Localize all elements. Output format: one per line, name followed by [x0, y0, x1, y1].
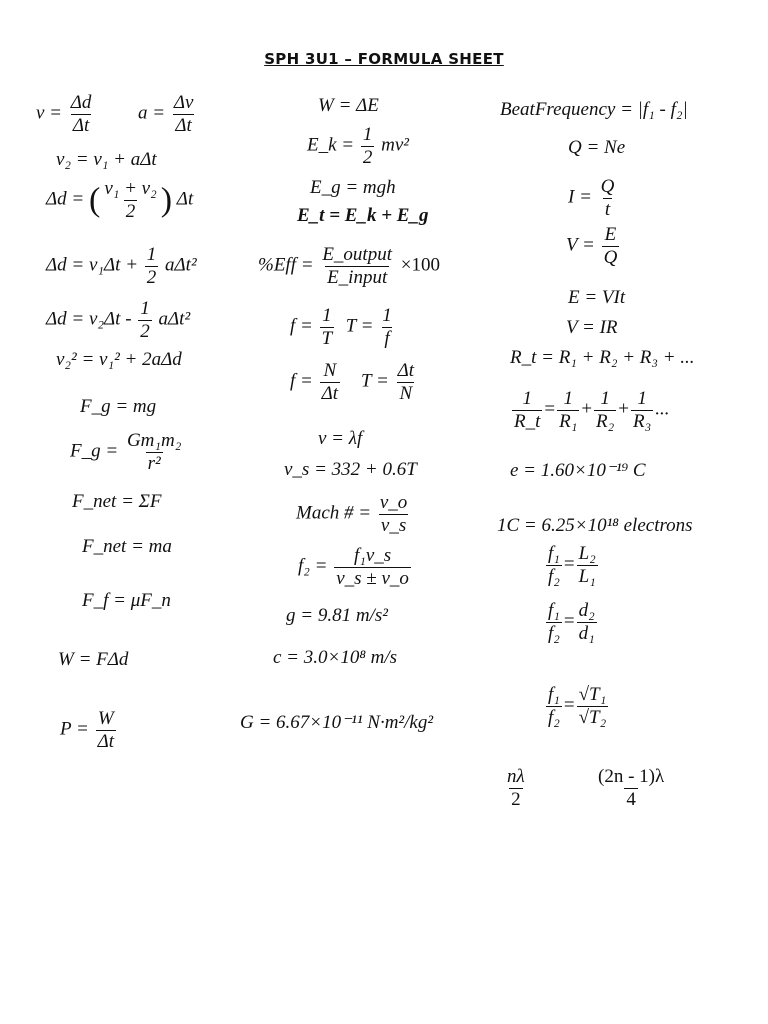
coulomb-formula: 1C = 6.25×10¹⁸ electrons: [497, 515, 693, 536]
mach-number-formula: Mach # = $\frac{v\_o}{v\_s}$: [296, 492, 408, 536]
work-formula: W = FΔd: [58, 649, 129, 670]
quarter-wavelength-formula: $\frac{(2n - 1)\lambda}{4}$: [598, 766, 665, 810]
series-resistance-formula: R_t = R₁ + R₂ + R₃ + ...: [510, 347, 695, 368]
electrical-energy-formula: E = VIt: [568, 287, 626, 308]
parallel-resistance-formula: $\frac{1}{R\_t}$ = $\frac{1}{\text{R₁}}$ + $\frac{1}{\text{R₂}}$ + $\frac{1}{\text{R₃}}$ ...: [514, 388, 670, 432]
gravitational-constant-formula: G = 6.67×10⁻¹¹ N·m²/kg²: [240, 712, 434, 733]
acceleration-formula: a = $\frac{\Delta v}{\Delta t}$: [138, 92, 194, 136]
kinetic-energy-formula: E_k = $\frac{1}{2}$ mv²: [307, 124, 409, 168]
displacement-average-formula: Δd = ( $\frac{\text{v₁ + v₂}}{2}$ ) Δt: [46, 178, 194, 222]
page-title: SPH 3U1 – FORMULA SHEET: [264, 50, 504, 68]
doppler-formula: f₂ = $\frac{\text{f₁v\_s}}{v\_s \pm v\_o}$: [298, 545, 409, 589]
efficiency-formula: %Eff = E_output E_input ×100: [258, 244, 440, 288]
charge-formula: Q = Ne: [568, 137, 626, 158]
gravitation-formula: F_g = $\frac{\text{Gm₁m₂}}{\text{r²}}$: [70, 430, 182, 474]
friction-formula: F_f = μF_n: [82, 590, 171, 611]
gravitational-acceleration-formula: g = 9.81 m/s²: [286, 605, 388, 626]
frequency-period-formula: f = $\frac{1}{T}$ T = $\frac{1}{f}$: [290, 305, 392, 349]
beat-frequency-formula: BeatFrequency = |f₁ - f₂|: [500, 99, 688, 120]
power-formula: P = $\frac{W}{\Delta t}$: [60, 708, 115, 752]
speed-of-sound-formula: v_s = 332 + 0.6T: [284, 459, 417, 480]
velocity-squared-formula: v₂² = v₁² + 2aΔd: [56, 349, 182, 370]
wave-equation-formula: v = λf: [318, 428, 363, 449]
voltage-formula: V = $\frac{E}{Q}$: [566, 224, 618, 268]
tension-ratio-formula: $\frac{\text{f₁}}{\text{f₂}}$ = $\frac{\text{√T₁}}{\text{√T₂}}$: [548, 684, 607, 728]
gravity-force-formula: F_g = mg: [80, 396, 157, 417]
potential-energy-formula: E_g = mgh: [310, 177, 396, 198]
net-force-formula: F_net = ma: [82, 536, 172, 557]
length-ratio-formula: $\frac{\text{f₁}}{\text{f₂}}$ = $\frac{\text{L₂}}{\text{L₁}}$: [548, 543, 596, 587]
ohms-law-formula: V = IR: [566, 317, 618, 338]
net-force-sum-formula: F_net = ΣF: [72, 491, 162, 512]
speed-of-light-formula: c = 3.0×10⁸ m/s: [273, 647, 398, 668]
displacement-v2-formula: Δd = v₂Δt - $\frac{1}{2}$ aΔt²: [46, 298, 191, 342]
final-velocity-formula: v₂ = v₁ + aΔt: [56, 149, 157, 170]
displacement-v1-formula: Δd = v₁Δt + $\frac{1}{2}$ aΔt²: [46, 244, 197, 288]
work-energy-formula: W = ΔE: [318, 95, 379, 116]
half-wavelength-formula: $\frac{n\lambda}{2}$: [507, 766, 525, 810]
velocity-formula: v = $\frac{\Delta d}{\Delta t}$: [36, 92, 92, 136]
total-energy-formula: E_t = E_k + E_g: [297, 205, 429, 226]
elementary-charge-formula: e = 1.60×10⁻¹⁹ C: [510, 460, 646, 481]
current-formula: I = $\frac{Q}{t}$: [568, 176, 615, 220]
diameter-ratio-formula: $\frac{\text{f₁}}{\text{f₂}}$ = $\frac{\text{d₂}}{\text{d₁}}$: [548, 600, 595, 644]
frequency-count-formula: f = $\frac{N}{\Delta t}$ T = $\frac{\Delta t}{N}$: [290, 360, 415, 404]
